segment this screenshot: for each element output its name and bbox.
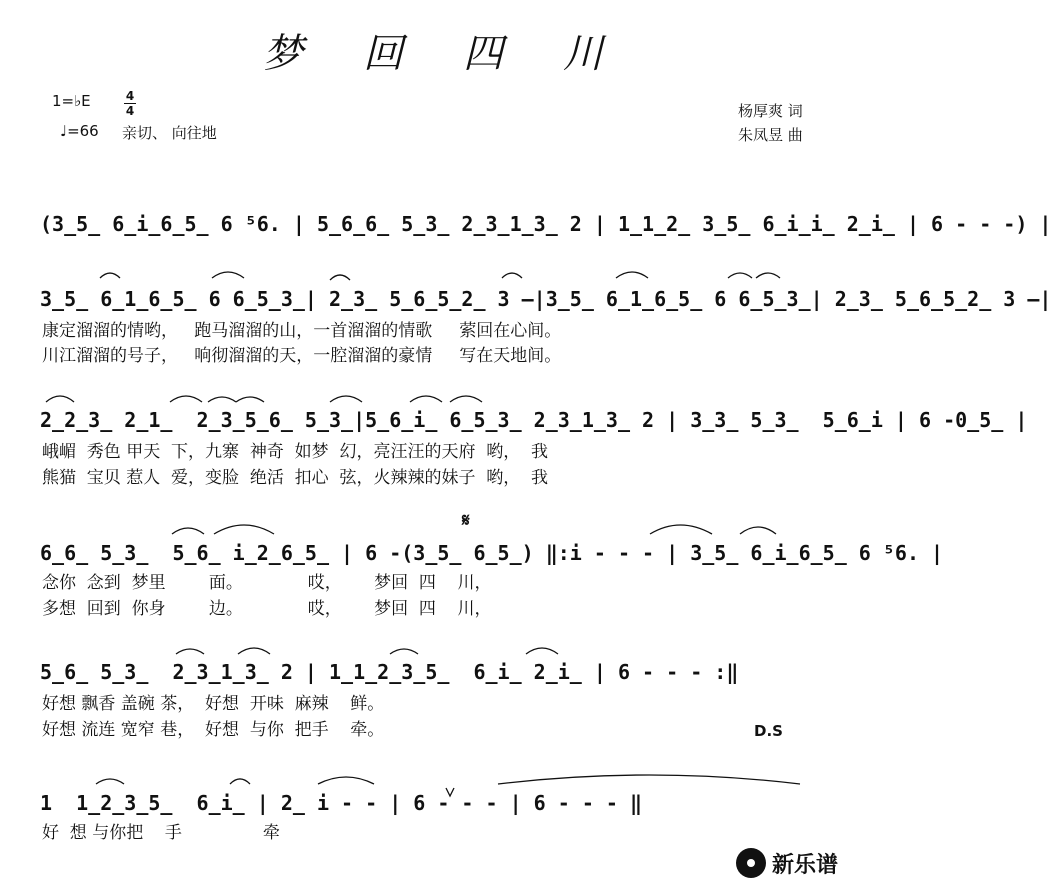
tie-mark (498, 775, 800, 784)
tie-mark (410, 396, 442, 402)
lyric-line: 多想 回到 你身 边。 哎， 梦回 四 川， (42, 599, 492, 619)
tie-mark (46, 396, 74, 402)
tie-mark (236, 397, 264, 402)
tie-mark (172, 528, 204, 534)
tie-mark (390, 649, 418, 654)
logo-text: 新乐谱 (772, 852, 839, 878)
time-bottom: 4 (125, 104, 135, 118)
expression-mark: 亲切、 向往地 (122, 124, 217, 142)
tie-mark (330, 396, 362, 402)
tie-mark (502, 273, 522, 278)
notation-line: 5̲6̲ 5̲3̲ 2̲3̲1̲3̲ 2 | 1̲1̲2̲3̲5̲ 6̲i̲ 2̲i̲ | 6 - - - :‖ (40, 660, 739, 684)
tie-mark (330, 275, 350, 280)
tie-mark (100, 273, 120, 278)
tie-mark (756, 273, 780, 278)
title-char: 回 (363, 31, 405, 77)
tie-mark (728, 273, 752, 278)
tie-mark (450, 396, 482, 402)
tempo-mark: ♩=66 (60, 122, 99, 140)
breath-mark (446, 788, 454, 796)
lyric-line: 好 想 与你把 手 牵 (42, 823, 280, 843)
lyric-line: 熊猫 宝贝 惹人 爱，变脸 绝活 扣心 弦，火辣辣的妹子 哟， 我 (42, 468, 549, 488)
notation-line: 1 1̲2̲3̲5̲ 6̲i̲ | 2̲ i - - | 6 - - - | 6 - - - ‖ (40, 791, 643, 815)
lyric-line: 念你 念到 梦里 面。 哎， 梦回 四 川， (42, 573, 492, 593)
composer-credit: 朱凤昱 曲 (738, 126, 803, 144)
tie-mark (650, 525, 712, 534)
lyric-line: 好想 流连 宽窄 巷， 好想 与你 把手 牵。 (42, 720, 385, 740)
tie-mark (208, 397, 236, 402)
tie-mark (176, 649, 204, 654)
segno-sign: 𝄋 (462, 510, 470, 531)
tie-mark (214, 525, 274, 534)
lyric-line: 峨嵋 秀色 甲天 下，九寨 神奇 如梦 幻，亮汪汪的天府 哟， 我 (42, 442, 549, 462)
site-logo (736, 846, 838, 880)
tie-mark (318, 777, 374, 784)
key-signature: 1=♭E (52, 92, 91, 110)
tie-mark (170, 396, 202, 402)
title-char: 川 (563, 31, 605, 77)
lyric-line: 康定溜溜的情哟， 跑马溜溜的山，一首溜溜的情歌 萦回在心间。 (42, 321, 562, 341)
tie-mark (238, 648, 270, 654)
lyricist-credit: 杨厚爽 词 (738, 102, 803, 120)
title-char: 四 (463, 31, 505, 77)
tie-mark (96, 779, 124, 784)
tie-mark (526, 648, 558, 654)
record-icon (736, 848, 766, 878)
time-top: 4 (125, 89, 135, 103)
lyric-line: 好想 飘香 盖碗 茶， 好想 开味 麻辣 鲜。 (42, 694, 385, 714)
tie-mark (230, 779, 250, 784)
notation-line: 3̲5̲ 6̲1̲6̲5̲ 6 6̲5̲3̲| 2̲3̲ 5̲6̲5̲2̲ 3 ‒|3̲5̲ 6̲1̲6̲5̲ 6 6̲5̲3̲| 2̲3̲ 5̲6̲5̲2̲ 3 ‒| (40, 287, 1051, 311)
notation-line: 2̲2̲3̲ 2̲1̲ 2̲3̲5̲6̲ 5̲3̲|5̲6̲i̲ 6̲5̲3̲ 2̲3̲1̲3̲ 2 | 3̲3̲ 5̲3̲ 5̲6̲i | 6 -0̲5̲ | (40, 408, 1028, 432)
notation-line: 6̲6̲ 5̲3̲ 5̲6̲ i̲2̲6̲5̲ | 6 -(3̲5̲ 6̲5̲) ‖:i - - - | 3̲5̲ 6̲i̲6̲5̲ 6 ⁵6. | (40, 541, 944, 565)
tie-mark (212, 272, 244, 278)
notation-line-intro: (3̲5̲ 6̲i̲6̲5̲ 6 ⁵6. | 5̲6̲6̲ 5̲3̲ 2̲3̲1̲3̲ 2 | 1̲1̲2̲ 3̲5̲ 6̲i̲i̲ 2̲i̲ | 6 - - -) | (40, 212, 1051, 236)
lyric-line: 川江溜溜的号子， 响彻溜溜的天，一腔溜溜的豪情 写在天地间。 (42, 346, 562, 366)
ds-label: D.S (754, 722, 783, 740)
title-char: 梦 (263, 31, 305, 77)
tie-mark (616, 272, 648, 278)
tie-mark (740, 527, 776, 534)
